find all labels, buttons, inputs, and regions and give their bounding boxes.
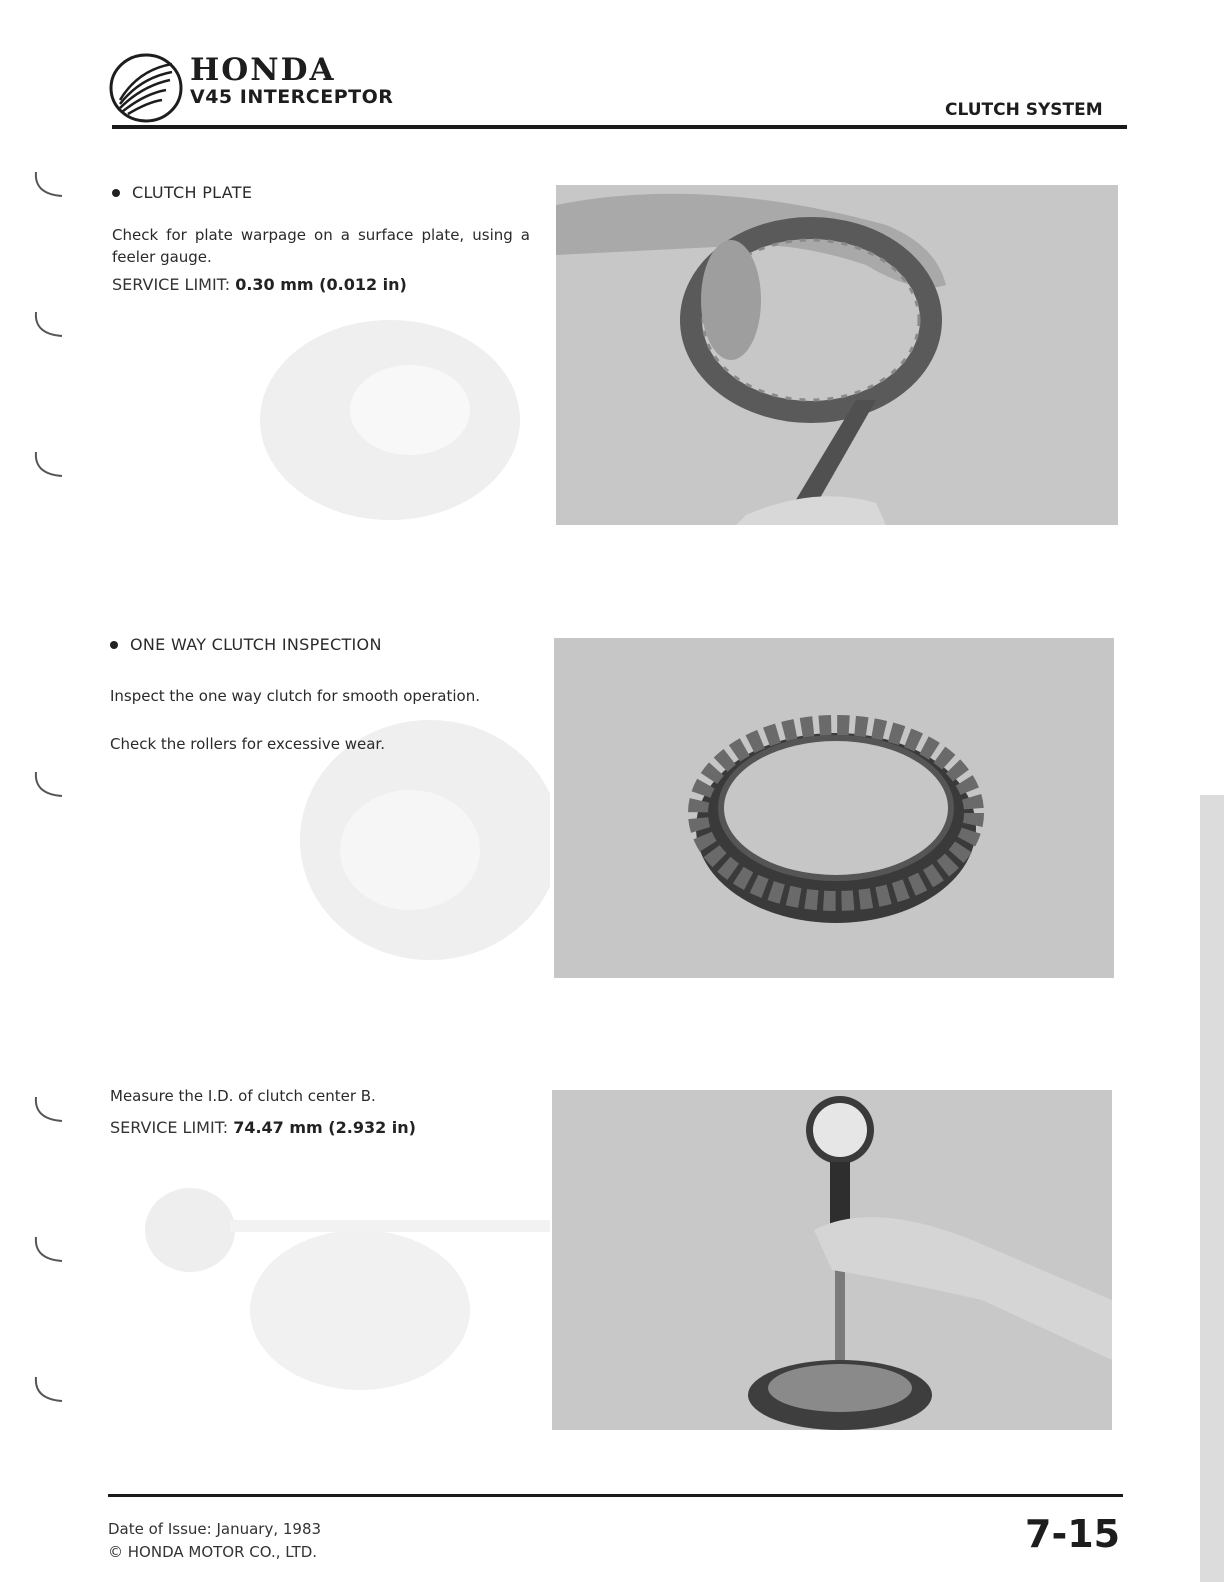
copyright: © HONDA MOTOR CO., LTD.	[108, 1543, 318, 1561]
binder-mark-icon	[30, 450, 64, 480]
one-way-clutch-photo	[554, 638, 1114, 978]
footer-rule	[108, 1494, 1123, 1497]
binding-shadow	[1200, 795, 1224, 1582]
binder-mark-icon	[30, 1235, 64, 1265]
bleed-through-image	[110, 1180, 550, 1400]
model-name: V45 INTERCEPTOR	[190, 86, 394, 108]
binder-mark-icon	[30, 1095, 64, 1125]
header-rule	[112, 125, 1127, 129]
binder-mark-icon	[30, 1375, 64, 1405]
clutch-center-service-limit: SERVICE LIMIT: 74.47 mm (2.932 in)	[110, 1118, 416, 1137]
binder-mark-icon	[30, 770, 64, 800]
one-way-clutch-body-2: Check the rollers for excessive wear.	[110, 735, 385, 753]
clutch-plate-heading: CLUTCH PLATE	[112, 183, 252, 202]
binder-mark-icon	[30, 310, 64, 340]
clutch-plate-photo	[556, 185, 1118, 525]
page-number: 7-15	[1025, 1512, 1121, 1556]
honda-wing-logo	[108, 50, 186, 124]
clutch-plate-body: Check for plate warpage on a surface plate, using a feeler gauge.	[112, 226, 530, 266]
bleed-through-image	[110, 720, 550, 970]
binder-mark-icon	[30, 170, 64, 200]
bullet-icon	[112, 189, 120, 197]
bullet-icon	[110, 641, 118, 649]
one-way-clutch-body: Inspect the one way clutch for smooth operation.	[110, 687, 481, 705]
bleed-through-image	[110, 300, 550, 530]
bore-gauge-photo	[552, 1090, 1112, 1430]
one-way-clutch-heading: ONE WAY CLUTCH INSPECTION	[110, 635, 382, 654]
brand-name: HONDA	[190, 52, 336, 88]
issue-date: Date of Issue: January, 1983	[108, 1520, 322, 1538]
clutch-center-body: Measure the I.D. of clutch center B.	[110, 1087, 376, 1105]
clutch-plate-service-limit: SERVICE LIMIT: 0.30 mm (0.012 in)	[112, 275, 407, 294]
section-title: CLUTCH SYSTEM	[945, 100, 1103, 120]
